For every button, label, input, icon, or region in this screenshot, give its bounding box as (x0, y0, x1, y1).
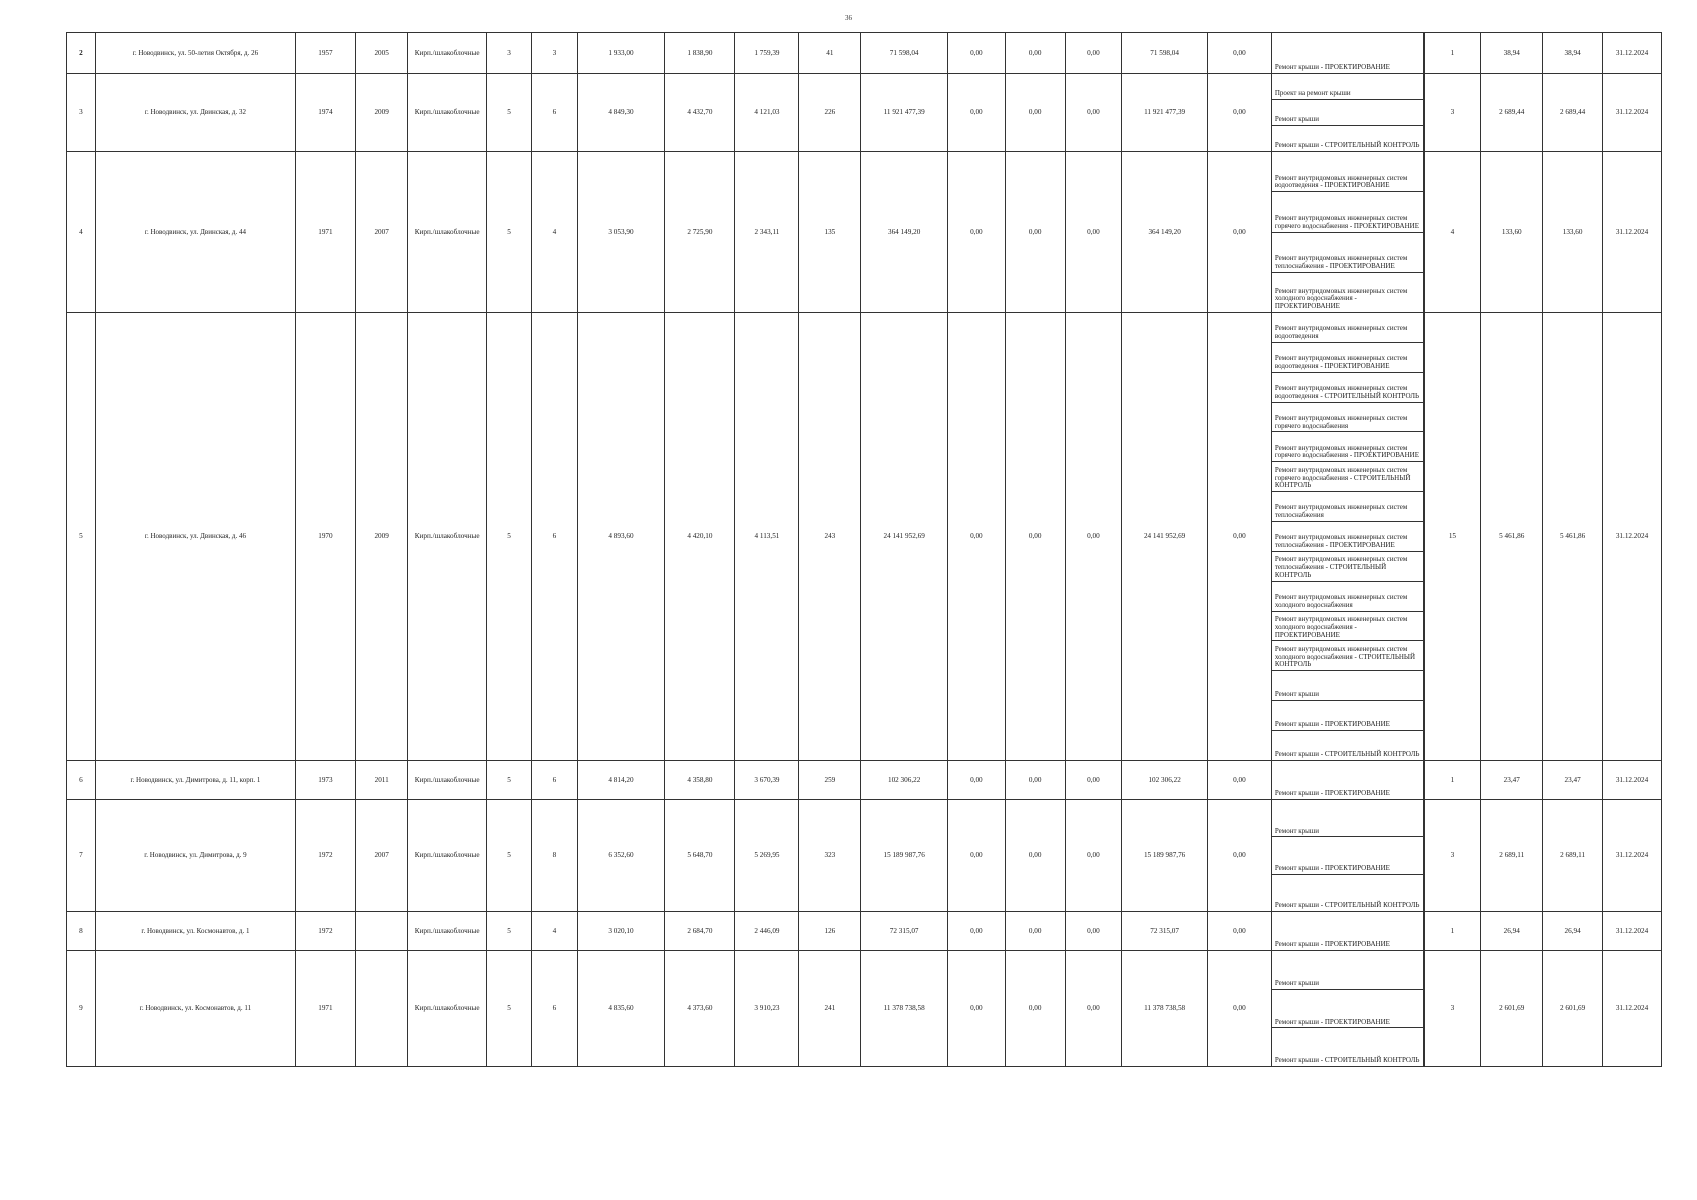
work-item (1272, 33, 1424, 73)
cell-residents: 226 (799, 74, 861, 152)
cell-deadline: 31.12.2024 (1603, 152, 1662, 313)
cell-residents: 135 (799, 152, 861, 313)
cell-unit-cost: 2 601,69 (1481, 951, 1543, 1067)
work-item-label: Ремонт внутридомовых инженерных систем холодного водоснабжения (1274, 592, 1408, 609)
cell-area-total: 4 893,60 (577, 313, 665, 761)
cell-works-count: 3 (1424, 951, 1481, 1067)
cell-cost-other: 0,00 (1207, 313, 1271, 761)
cell-works-count: 1 (1424, 912, 1481, 951)
cell-floors: 5 (486, 74, 531, 152)
work-item-label: Ремонт крыши - СТРОИТЕЛЬНЫЙ КОНТРОЛЬ (1274, 141, 1420, 150)
cell-area-premises: 1 838,90 (665, 33, 735, 74)
work-item (1272, 552, 1424, 582)
work-item (1272, 800, 1424, 837)
cell-limit-cost: 2 601,69 (1543, 951, 1603, 1067)
table-row (67, 912, 1662, 951)
cell-area-residential: 3 670,39 (735, 761, 799, 800)
cell-cost-owners: 11 378 738,58 (1122, 951, 1208, 1067)
cell-floors: 5 (486, 951, 531, 1067)
cell-floors: 5 (486, 313, 531, 761)
work-item (1272, 100, 1424, 126)
cell-cost-owners: 72 315,07 (1122, 912, 1208, 951)
cell-cost-fund1: 0,00 (947, 313, 1005, 761)
cell-cost-fund2: 0,00 (1005, 761, 1065, 800)
cell-cost-other: 0,00 (1207, 800, 1271, 912)
cell-num: 5 (67, 313, 96, 761)
cell-deadline: 31.12.2024 (1603, 912, 1662, 951)
cell-address: г. Новодвинск, ул. Двинская, д. 46 (95, 313, 295, 761)
cell-cost-fund3: 0,00 (1065, 33, 1122, 74)
work-item-label: Ремонт крыши - ПРОЕКТИРОВАНИЕ (1274, 63, 1390, 72)
work-item-label: Ремонт внутридомовых инженерных систем водоотведения - ПРОЕКТИРОВАНИЕ (1274, 173, 1408, 190)
cell-limit-cost: 2 689,44 (1543, 74, 1603, 152)
cell-cost-other: 0,00 (1207, 912, 1271, 951)
table-row (67, 74, 1662, 152)
cell-address: г. Новодвинск, ул. Димитрова, д. 11, корп. 1 (95, 761, 295, 800)
work-item-label: Ремонт внутридомовых инженерных систем теплоснабжения - ПРОЕКТИРОВАНИЕ (1274, 254, 1408, 270)
cell-cost-fund1: 0,00 (947, 761, 1005, 800)
cell-cost-fund2: 0,00 (1005, 33, 1065, 74)
cell-residents: 126 (799, 912, 861, 951)
cell-cost-other: 0,00 (1207, 761, 1271, 800)
cell-works-count: 15 (1424, 313, 1481, 761)
cell-area-total: 6 352,60 (577, 800, 665, 912)
cell-year-renov: 2005 (355, 33, 408, 74)
cell-area-residential: 1 759,39 (735, 33, 799, 74)
cell-material: Кирп./шлакоблочные (408, 800, 486, 912)
capital-repair-register-table (66, 32, 1662, 1067)
cell-address: г. Новодвинск, ул. Космонавтов, д. 1 (95, 912, 295, 951)
cell-year-built: 1972 (296, 800, 356, 912)
work-item (1272, 731, 1424, 760)
work-item-label: Ремонт крыши (1274, 826, 1320, 835)
work-item (1272, 313, 1424, 343)
cell-works (1271, 152, 1424, 313)
cell-entrances: 6 (532, 313, 577, 761)
cell-year-built: 1974 (296, 74, 356, 152)
cell-cost-total: 11 378 738,58 (861, 951, 948, 1067)
work-item (1272, 462, 1424, 492)
cell-works (1271, 313, 1424, 761)
cell-entrances: 4 (532, 152, 577, 313)
cell-area-residential: 3 910,23 (735, 951, 799, 1067)
table-row (67, 800, 1662, 912)
table-row (67, 761, 1662, 800)
work-item-label: Ремонт крыши - ПРОЕКТИРОВАНИЕ (1274, 940, 1390, 949)
cell-cost-owners: 11 921 477,39 (1122, 74, 1208, 152)
cell-floors: 5 (486, 761, 531, 800)
cell-cost-fund1: 0,00 (947, 33, 1005, 74)
cell-floors: 3 (486, 33, 531, 74)
cell-entrances: 3 (532, 33, 577, 74)
cell-limit-cost: 23,47 (1543, 761, 1603, 800)
work-item (1272, 701, 1424, 731)
cell-address: г. Новодвинск, ул. 50-летия Октября, д. 26 (95, 33, 295, 74)
cell-area-residential: 2 446,09 (735, 912, 799, 951)
work-item-label: Ремонт крыши - СТРОИТЕЛЬНЫЙ КОНТРОЛЬ (1274, 750, 1420, 759)
cell-year-built: 1957 (296, 33, 356, 74)
work-item (1272, 582, 1424, 612)
cell-cost-owners: 71 598,04 (1122, 33, 1208, 74)
page-number: 36 (845, 14, 852, 22)
cell-area-premises: 5 648,70 (665, 800, 735, 912)
cell-unit-cost: 26,94 (1481, 912, 1543, 951)
work-item (1272, 373, 1424, 403)
work-item (1272, 671, 1424, 701)
work-item (1272, 432, 1424, 462)
work-item (1272, 74, 1424, 100)
cell-cost-owners: 102 306,22 (1122, 761, 1208, 800)
cell-cost-other: 0,00 (1207, 951, 1271, 1067)
cell-residents: 241 (799, 951, 861, 1067)
work-item-label: Ремонт внутридомовых инженерных систем горячего водоснабжения - ПРОЕКТИРОВАНИЕ (1274, 213, 1419, 230)
cell-entrances: 6 (532, 761, 577, 800)
cell-cost-fund1: 0,00 (947, 74, 1005, 152)
work-item (1272, 522, 1424, 552)
work-item-label: Ремонт крыши - СТРОИТЕЛЬНЫЙ КОНТРОЛЬ (1274, 1056, 1420, 1065)
work-item-label: Ремонт крыши - ПРОЕКТИРОВАНИЕ (1274, 789, 1390, 798)
work-item (1272, 126, 1424, 151)
work-item (1272, 875, 1424, 911)
cell-limit-cost: 26,94 (1543, 912, 1603, 951)
cell-unit-cost: 2 689,44 (1481, 74, 1543, 152)
cell-address: г. Новодвинск, ул. Двинская, д. 32 (95, 74, 295, 152)
work-item-label: Ремонт крыши - ПРОЕКТИРОВАНИЕ (1274, 863, 1390, 872)
cell-cost-fund3: 0,00 (1065, 74, 1122, 152)
cell-deadline: 31.12.2024 (1603, 33, 1662, 74)
cell-residents: 243 (799, 313, 861, 761)
cell-cost-fund3: 0,00 (1065, 761, 1122, 800)
work-item (1272, 951, 1424, 990)
cell-works (1271, 912, 1424, 951)
cell-residents: 41 (799, 33, 861, 74)
cell-unit-cost: 5 461,86 (1481, 313, 1543, 761)
cell-material: Кирп./шлакоблочные (408, 33, 486, 74)
cell-cost-fund2: 0,00 (1005, 152, 1065, 313)
cell-cost-total: 15 189 987,76 (861, 800, 948, 912)
work-item (1272, 192, 1424, 232)
cell-year-renov: 2009 (355, 74, 408, 152)
cell-works (1271, 800, 1424, 912)
cell-area-premises: 4 432,70 (665, 74, 735, 152)
work-item-label: Ремонт внутридомовых инженерных систем теплоснабжения (1274, 503, 1408, 520)
work-item-label: Ремонт крыши (1274, 115, 1320, 124)
cell-year-renov (355, 951, 408, 1067)
work-item-label: Ремонт внутридомовых инженерных систем водоотведения - ПРОЕКТИРОВАНИЕ (1274, 354, 1408, 370)
cell-address: г. Новодвинск, ул. Двинская, д. 44 (95, 152, 295, 313)
cell-area-residential: 5 269,95 (735, 800, 799, 912)
cell-cost-owners: 15 189 987,76 (1122, 800, 1208, 912)
work-item-label: Ремонт внутридомовых инженерных систем холодного водоснабжения - СТРОИТЕЛЬНЫЙ КОНТРОЛЬ (1274, 644, 1416, 669)
cell-cost-fund3: 0,00 (1065, 951, 1122, 1067)
cell-area-total: 3 020,10 (577, 912, 665, 951)
work-item (1272, 990, 1424, 1029)
table-row (67, 951, 1662, 1067)
cell-address: г. Новодвинск, ул. Космонавтов, д. 11 (95, 951, 295, 1067)
cell-floors: 5 (486, 800, 531, 912)
cell-year-built: 1972 (296, 912, 356, 951)
cell-unit-cost: 133,60 (1481, 152, 1543, 313)
cell-year-built: 1970 (296, 313, 356, 761)
cell-cost-fund1: 0,00 (947, 912, 1005, 951)
cell-works (1271, 761, 1424, 800)
cell-cost-fund1: 0,00 (947, 152, 1005, 313)
cell-floors: 5 (486, 912, 531, 951)
cell-works-count: 3 (1424, 74, 1481, 152)
cell-floors: 5 (486, 152, 531, 313)
work-item (1272, 273, 1424, 312)
cell-num: 3 (67, 74, 96, 152)
work-item-label: Проект на ремонт крыши (1274, 89, 1351, 98)
work-item-label: Ремонт внутридомовых инженерных систем теплоснабжения - СТРОИТЕЛЬНЫЙ КОНТРОЛЬ (1274, 555, 1408, 579)
cell-deadline: 31.12.2024 (1603, 313, 1662, 761)
cell-year-built: 1973 (296, 761, 356, 800)
cell-cost-owners: 24 141 952,69 (1122, 313, 1208, 761)
cell-works-count: 1 (1424, 33, 1481, 74)
cell-cost-other: 0,00 (1207, 152, 1271, 313)
cell-cost-fund3: 0,00 (1065, 912, 1122, 951)
cell-entrances: 6 (532, 951, 577, 1067)
work-item (1272, 343, 1424, 373)
cell-cost-fund3: 0,00 (1065, 313, 1122, 761)
work-item (1272, 641, 1424, 671)
cell-unit-cost: 38,94 (1481, 33, 1543, 74)
cell-cost-other: 0,00 (1207, 74, 1271, 152)
cell-area-total: 3 053,90 (577, 152, 665, 313)
table-row (67, 33, 1662, 74)
cell-cost-owners: 364 149,20 (1122, 152, 1208, 313)
cell-material: Кирп./шлакоблочные (408, 912, 486, 951)
cell-area-residential: 2 343,11 (735, 152, 799, 313)
cell-works (1271, 74, 1424, 152)
cell-area-total: 4 849,30 (577, 74, 665, 152)
work-item-label: Ремонт внутридомовых инженерных систем горячего водоснабжения - СТРОИТЕЛЬНЫЙ КОНТРОЛЬ (1274, 465, 1411, 490)
cell-cost-fund2: 0,00 (1005, 951, 1065, 1067)
work-item (1272, 492, 1424, 522)
cell-area-premises: 4 373,60 (665, 951, 735, 1067)
work-item (1272, 233, 1424, 273)
cell-year-renov: 2009 (355, 313, 408, 761)
work-item-label: Ремонт крыши (1274, 978, 1320, 987)
cell-works-count: 1 (1424, 761, 1481, 800)
work-item-label: Ремонт крыши - ПРОЕКТИРОВАНИЕ (1274, 1017, 1390, 1026)
cell-year-built: 1971 (296, 152, 356, 313)
cell-cost-other: 0,00 (1207, 33, 1271, 74)
cell-deadline: 31.12.2024 (1603, 800, 1662, 912)
cell-year-renov: 2011 (355, 761, 408, 800)
cell-cost-total: 364 149,20 (861, 152, 948, 313)
work-item-label: Ремонт внутридомовых инженерных систем водоотведения (1274, 324, 1408, 341)
work-item-label: Ремонт крыши - СТРОИТЕЛЬНЫЙ КОНТРОЛЬ (1274, 901, 1420, 910)
cell-residents: 323 (799, 800, 861, 912)
cell-area-premises: 2 725,90 (665, 152, 735, 313)
cell-num: 9 (67, 951, 96, 1067)
table-body (67, 33, 1662, 1067)
cell-cost-total: 71 598,04 (861, 33, 948, 74)
cell-cost-fund2: 0,00 (1005, 912, 1065, 951)
cell-cost-total: 72 315,07 (861, 912, 948, 951)
work-item-label: Ремонт внутридомовых инженерных систем горячего водоснабжения (1274, 413, 1408, 430)
cell-cost-fund2: 0,00 (1005, 74, 1065, 152)
work-item (1272, 152, 1424, 192)
cell-limit-cost: 133,60 (1543, 152, 1603, 313)
cell-cost-total: 102 306,22 (861, 761, 948, 800)
cell-cost-fund2: 0,00 (1005, 800, 1065, 912)
cell-num: 8 (67, 912, 96, 951)
cell-unit-cost: 2 689,11 (1481, 800, 1543, 912)
cell-area-premises: 4 358,80 (665, 761, 735, 800)
cell-cost-total: 24 141 952,69 (861, 313, 948, 761)
table-row (67, 313, 1662, 761)
cell-material: Кирп./шлакоблочные (408, 313, 486, 761)
cell-year-renov: 2007 (355, 152, 408, 313)
work-item (1272, 912, 1424, 950)
cell-cost-fund3: 0,00 (1065, 800, 1122, 912)
work-item-label: Ремонт внутридомовых инженерных систем горячего водоснабжения - ПРОЕКТИРОВАНИЕ (1274, 443, 1419, 460)
cell-works-count: 3 (1424, 800, 1481, 912)
cell-area-residential: 4 113,51 (735, 313, 799, 761)
work-item (1272, 761, 1424, 799)
table-row (67, 152, 1662, 313)
cell-cost-total: 11 921 477,39 (861, 74, 948, 152)
cell-material: Кирп./шлакоблочные (408, 761, 486, 800)
work-item-label: Ремонт внутридомовых инженерных систем теплоснабжения - ПРОЕКТИРОВАНИЕ (1274, 533, 1408, 550)
work-item (1272, 403, 1424, 433)
cell-unit-cost: 23,47 (1481, 761, 1543, 800)
cell-area-premises: 2 684,70 (665, 912, 735, 951)
cell-year-built: 1971 (296, 951, 356, 1067)
cell-cost-fund2: 0,00 (1005, 313, 1065, 761)
cell-year-renov: 2007 (355, 800, 408, 912)
cell-year-renov (355, 912, 408, 951)
cell-area-residential: 4 121,03 (735, 74, 799, 152)
cell-works (1271, 33, 1424, 74)
cell-entrances: 8 (532, 800, 577, 912)
cell-cost-fund1: 0,00 (947, 800, 1005, 912)
cell-num: 2 (67, 33, 96, 74)
cell-limit-cost: 5 461,86 (1543, 313, 1603, 761)
cell-deadline: 31.12.2024 (1603, 74, 1662, 152)
cell-num: 6 (67, 761, 96, 800)
cell-works (1271, 951, 1424, 1067)
cell-limit-cost: 2 689,11 (1543, 800, 1603, 912)
cell-material: Кирп./шлакоблочные (408, 951, 486, 1067)
work-item-label: Ремонт крыши (1274, 690, 1320, 699)
cell-area-total: 1 933,00 (577, 33, 665, 74)
cell-deadline: 31.12.2024 (1603, 951, 1662, 1067)
cell-cost-fund1: 0,00 (947, 951, 1005, 1067)
cell-material: Кирп./шлакоблочные (408, 152, 486, 313)
cell-entrances: 6 (532, 74, 577, 152)
work-item (1272, 1028, 1424, 1066)
work-item-label: Ремонт внутридомовых инженерных систем водоотведения - СТРОИТЕЛЬНЫЙ КОНТРОЛЬ (1274, 383, 1420, 400)
work-item (1272, 837, 1424, 874)
cell-num: 4 (67, 152, 96, 313)
work-item-label: Ремонт крыши - ПРОЕКТИРОВАНИЕ (1274, 720, 1390, 729)
cell-area-total: 4 835,60 (577, 951, 665, 1067)
work-item-label: Ремонт внутридомовых инженерных систем холодного водоснабжения - ПРОЕКТИРОВАНИЕ (1274, 286, 1408, 311)
cell-material: Кирп./шлакоблочные (408, 74, 486, 152)
work-item-label: Ремонт внутридомовых инженерных систем холодного водоснабжения - ПРОЕКТИРОВАНИЕ (1274, 614, 1408, 639)
cell-cost-fund3: 0,00 (1065, 152, 1122, 313)
cell-address: г. Новодвинск, ул. Димитрова, д. 9 (95, 800, 295, 912)
work-item (1272, 612, 1424, 642)
cell-deadline: 31.12.2024 (1603, 761, 1662, 800)
cell-entrances: 4 (532, 912, 577, 951)
cell-num: 7 (67, 800, 96, 912)
cell-residents: 259 (799, 761, 861, 800)
cell-area-premises: 4 420,10 (665, 313, 735, 761)
cell-limit-cost: 38,94 (1543, 33, 1603, 74)
cell-works-count: 4 (1424, 152, 1481, 313)
cell-area-total: 4 814,20 (577, 761, 665, 800)
